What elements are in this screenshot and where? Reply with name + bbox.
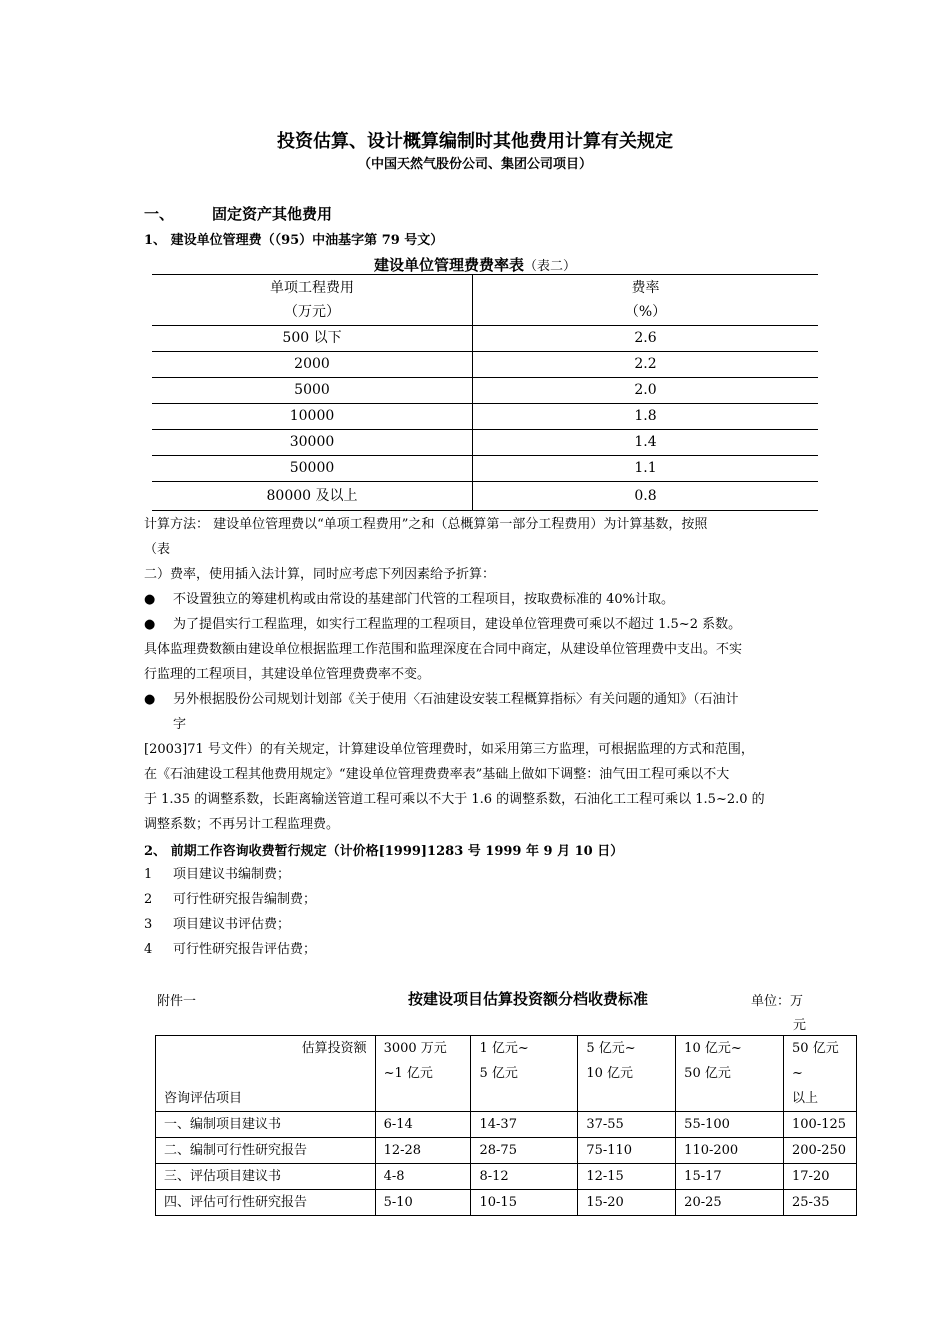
table1-caption: [0, 254, 950, 275]
table2-value-cell: 5-10: [375, 1190, 471, 1216]
table-row: [156, 1190, 857, 1216]
table2-value-cell: 17-20: [784, 1164, 857, 1190]
table1-header-right-line1: 费率: [631, 280, 660, 296]
table1-cost-cell: 500 以下: [152, 326, 473, 352]
column-header-line-2: 50 亿元: [684, 1066, 731, 1081]
section-heading: 固定资产其他费用: [212, 205, 333, 223]
table2-value-cell: 14-37: [471, 1112, 578, 1138]
method-line-1: 计算方法： 建设单位管理费以“单项工程费用”之和（总概算第一部分工程费用）为计算基数，按照: [144, 517, 708, 532]
list-item-number: 2: [144, 892, 153, 907]
table-row: [152, 326, 818, 352]
item-heading-1: 1、 建设单位管理费（（95）中油基字第 79 号文）: [144, 233, 444, 248]
paragraph2-line-3: 于 1.35 的调整系数，长距离输送管道工程可乘以不大于 1.6 的调整系数，石油化工工程可乘以 1.5~2.0 的: [144, 792, 765, 807]
table1-rate-cell: 0.8: [473, 482, 819, 511]
table2-column-header: [578, 1036, 676, 1112]
method-line-2: （表: [144, 542, 171, 557]
table2-value-cell: 12-28: [375, 1138, 471, 1164]
bullet-text-1: 不设置独立的筹建机构或由常设的基建部门代管的工程项目，按取费标准的 40%计取。: [173, 592, 675, 607]
table2-header-row: [156, 1036, 857, 1112]
table2-value-cell: 25-35: [784, 1190, 857, 1216]
table2-value-cell: 4-8: [375, 1164, 471, 1190]
table1-rate-cell: 2.0: [473, 378, 819, 404]
list-item-text: 可行性研究报告编制费；: [173, 892, 317, 907]
table1-rate-cell: 1.8: [473, 404, 819, 430]
table2-item-cell: 三、评估项目建议书: [156, 1164, 376, 1190]
table2-column-header: [676, 1036, 784, 1112]
paragraph1-line-1: 具体监理费数额由建设单位根据监理工作范围和监理深度在合同中商定，从建设单位管理费中支出。不实: [144, 642, 743, 657]
bullet-text-3-line-2: 字: [173, 717, 187, 732]
table2-value-cell: 55-100: [676, 1112, 784, 1138]
item-heading-2: 2、 前期工作咨询收费暂行规定（计价格[1999]1283 号 1999 年 9 月 10 日）: [144, 844, 624, 859]
table1-cost-cell: 10000: [152, 404, 473, 430]
method-line-3: 二）费率，使用插入法计算，同时应考虑下列因素给予折算：: [144, 567, 496, 582]
list-item-number: 3: [144, 917, 153, 932]
table2-value-cell: 10-15: [471, 1190, 578, 1216]
table1-cost-cell: 2000: [152, 352, 473, 378]
list-item-text: 可行性研究报告评估费；: [173, 942, 317, 957]
table1-caption-text: 建设单位管理费费率表: [373, 256, 524, 274]
table1-cost-cell: 50000: [152, 456, 473, 482]
list-item-text: 项目建议书评估费；: [173, 917, 291, 932]
bullet-text-3-line-1: 另外根据股份公司规划计划部《关于使用〈石油建设安装工程概算指标〉有关问题的通知》（石油计: [173, 692, 739, 707]
table1-rate-cell: 1.1: [473, 456, 819, 482]
table-row: [152, 456, 818, 482]
paragraph2-line-2: 在《石油建设工程其他费用规定》“建设单位管理费费率表”基础上做如下调整：油气田工程可乘以不大: [144, 767, 730, 782]
attachment-title: 按建设项目估算投资额分档收费标准: [408, 990, 649, 1008]
paragraph1-line-2: 行监理的工程项目，其建设单位管理费费率不变。: [144, 667, 431, 682]
attachment-unit-line-2: 元: [793, 1018, 807, 1033]
document-title: 投资估算、设计概算编制时其他费用计算有关规定: [277, 131, 673, 152]
column-header-line-1: 5 亿元~: [586, 1041, 636, 1056]
table2-item-cell: 二、编制可行性研究报告: [156, 1138, 376, 1164]
list-item-number: 1: [144, 867, 153, 882]
table2-corner-top: 估算投资额: [301, 1041, 367, 1056]
table2-value-cell: 100-125: [784, 1112, 857, 1138]
table2-value-cell: 37-55: [578, 1112, 676, 1138]
table1-cost-cell: 5000: [152, 378, 473, 404]
list-item-text: 项目建议书编制费；: [173, 867, 291, 882]
list-item: [144, 888, 316, 912]
table-row: [152, 482, 818, 511]
table1-header-left-line2: （万元）: [284, 304, 340, 320]
list-item: [144, 863, 290, 887]
bullet-icon: ●: [144, 592, 156, 607]
table2-value-cell: 20-25: [676, 1190, 784, 1216]
table-row: [152, 404, 818, 430]
column-header-line-1: 3000 万元: [383, 1041, 447, 1056]
table2-item-cell: 四、评估可行性研究报告: [156, 1190, 376, 1216]
table2-column-header: [375, 1036, 471, 1112]
table2-value-cell: 15-20: [578, 1190, 676, 1216]
table2-value-cell: 8-12: [471, 1164, 578, 1190]
column-header-line-1: 10 亿元~: [684, 1041, 742, 1056]
table1-header-left: [152, 275, 473, 326]
table-row: [152, 352, 818, 378]
table-row: [156, 1164, 857, 1190]
table1-header-left-line1: 单项工程费用: [270, 280, 354, 296]
table2-value-cell: 12-15: [578, 1164, 676, 1190]
column-header-line-2: ~1 亿元: [383, 1066, 433, 1081]
table-row: [156, 1138, 857, 1164]
table1-caption-suffix: （表二）: [524, 259, 577, 274]
table2-column-header: [471, 1036, 578, 1112]
column-header-line-2: 10 亿元: [586, 1066, 633, 1081]
table2-value-cell: 75-110: [578, 1138, 676, 1164]
fee-rate-table: [152, 274, 818, 511]
column-header-line-1: 1 亿元~: [479, 1041, 529, 1056]
table2-value-cell: 200-250: [784, 1138, 857, 1164]
table1-rate-cell: 2.2: [473, 352, 819, 378]
attachment-label: 附件一: [157, 994, 197, 1009]
paragraph2-line-4: 调整系数；不再另计工程监理费。: [144, 817, 340, 832]
bullet-icon: ●: [144, 617, 156, 632]
table1-rate-cell: 1.4: [473, 430, 819, 456]
list-item-number: 4: [144, 942, 153, 957]
table1-cost-cell: 30000: [152, 430, 473, 456]
table2-value-cell: 110-200: [676, 1138, 784, 1164]
column-header-line-2: 5 亿元: [479, 1066, 518, 1081]
table2-corner-bottom: 咨询评估项目: [164, 1091, 243, 1106]
table2-value-cell: 28-75: [471, 1138, 578, 1164]
table2-value-cell: 15-17: [676, 1164, 784, 1190]
table1-header-row: [152, 275, 818, 326]
table2-item-cell: 一、编制项目建议书: [156, 1112, 376, 1138]
table1-cost-cell: 80000 及以上: [152, 482, 473, 511]
column-header-line-1: 50 亿元~: [792, 1041, 839, 1081]
table-row: [152, 378, 818, 404]
paragraph2-line-1: [2003]71 号文件）的有关规定，计算建设单位管理费时，如采用第三方监理，可根据监理的方式和范围，: [144, 742, 754, 757]
section-number: 一、: [144, 205, 175, 223]
document-subtitle: （中国天然气股份公司、集团公司项目）: [357, 157, 592, 172]
table2-corner-cell: [156, 1036, 376, 1112]
table1-header-right-line2: （%）: [624, 304, 667, 320]
column-header-line-2: 以上: [792, 1091, 819, 1106]
table2-column-header: [784, 1036, 857, 1112]
table-row: [156, 1112, 857, 1138]
table1-rate-cell: 2.6: [473, 326, 819, 352]
table2-value-cell: 6-14: [375, 1112, 471, 1138]
list-item: [144, 913, 290, 937]
bullet-icon: ●: [144, 692, 156, 707]
list-item: [144, 938, 316, 962]
table1-header-right: [473, 275, 819, 326]
consulting-fee-table: [155, 1035, 857, 1216]
table-row: [152, 430, 818, 456]
attachment-unit-line-1: 单位：万: [751, 994, 804, 1009]
bullet-text-2: 为了提倡实行工程监理，如实行工程监理的工程项目，建设单位管理费可乘以不超过 1.5~2 系数。: [173, 617, 742, 632]
